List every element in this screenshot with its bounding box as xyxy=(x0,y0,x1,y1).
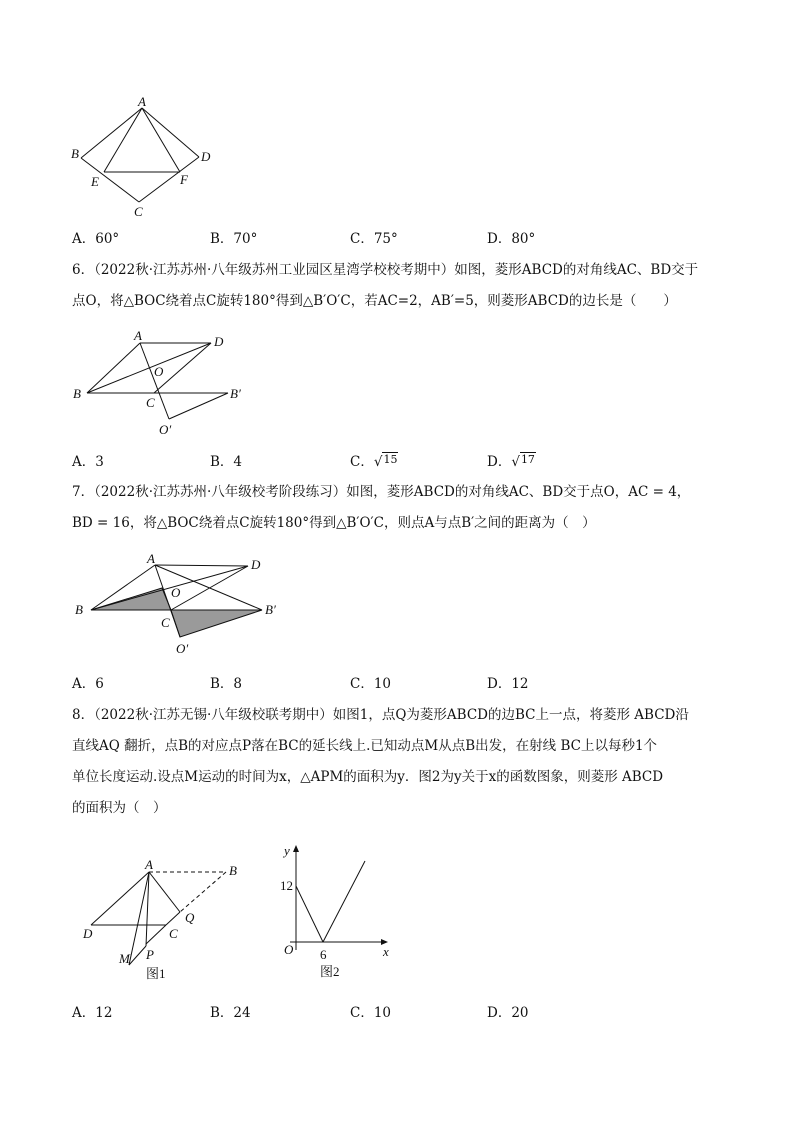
fig7-label-c: C xyxy=(161,615,170,630)
q6-stem-line2: 点O，将△BOC绕着点C旋转180°得到△B′O′C，若AC=2，AB′=5，则菱形ABCD的边长是（ ） xyxy=(72,293,677,309)
fig8b-label-origin: O xyxy=(284,942,294,957)
q8-option-c: C．10 xyxy=(350,1005,392,1021)
q8-stem-line3: 单位长度运动.设点M运动的时间为x，△APM的面积为y．图2为y关于x的函数图象，则菱形 ABCD xyxy=(72,769,664,785)
fig8a-label-b: B xyxy=(229,863,237,878)
fig8a-label-p: P xyxy=(146,947,154,962)
sqrt-sign-icon: √ xyxy=(373,454,383,470)
sqrt-sign-icon: √ xyxy=(511,454,520,470)
fig8a-label-m: M xyxy=(119,951,130,966)
fig7-label-o: O xyxy=(171,585,181,600)
fig5-label-c: C xyxy=(134,204,143,219)
q5-option-d: D．80° xyxy=(487,231,536,247)
q6-option-c-radicand: 15 xyxy=(383,453,398,466)
fig8b-label-y: y xyxy=(284,843,290,858)
q8-option-a: A．12 xyxy=(72,1005,113,1021)
fig8a-label-q: Q xyxy=(185,910,195,925)
fig6-label-a: A xyxy=(134,328,142,343)
q7-stem-line2: BD = 16，将△BOC绕着点C旋转180°得到△B′O′C，则点A与点B′之间的距离为（ ） xyxy=(72,515,596,531)
fig8b-label-6: 6 xyxy=(320,947,327,962)
q8-option-b: B．24 xyxy=(210,1005,251,1021)
fig5-label-a: A xyxy=(138,94,146,109)
fig8b-graph-ascending xyxy=(323,861,365,942)
q6-stem-line1: 6．（2022秋·江苏苏州·八年级苏州工业园区星湾学校校考期中）如图，菱形ABCD的对角线AC、BD交于 xyxy=(72,262,699,278)
fig8b-label-12: 12 xyxy=(280,878,293,893)
fig6-label-o-prime: O′ xyxy=(159,422,172,437)
fig8b-caption: 图2 xyxy=(320,964,340,979)
fig6-label-b-prime: B′ xyxy=(230,386,241,401)
q5-option-b: B．70° xyxy=(210,231,258,247)
fig8a-label-c: C xyxy=(169,926,178,941)
fig8a-label-a: A xyxy=(145,857,153,872)
fig7-label-b: B xyxy=(75,602,83,617)
q7-option-d: D．12 xyxy=(487,676,529,692)
q5-option-a: A．60° xyxy=(72,231,120,247)
q6-option-b: B．4 xyxy=(210,454,243,470)
q6-option-d-prefix: D． xyxy=(487,454,512,470)
fig8b-y-arrow-icon xyxy=(293,845,299,852)
fig8b-label-x: x xyxy=(383,944,389,959)
q8-stem-line1: 8．（2022秋·江苏无锡·八年级校联考期中）如图1，点Q为菱形ABCD的边BC上一点，将菱形 ABCD沿 xyxy=(72,707,689,723)
fig7-label-a: A xyxy=(147,551,155,566)
fig8a-caption: 图1 xyxy=(146,966,166,981)
fig5-label-e: E xyxy=(91,174,99,189)
fig7-label-o-prime: O′ xyxy=(176,641,189,656)
q8-stem-line4: 的面积为（ ） xyxy=(72,800,167,816)
q5-option-c: C．75° xyxy=(350,231,398,247)
q7-option-b: B．8 xyxy=(210,676,243,692)
q6-option-a: A．3 xyxy=(72,454,104,470)
fig6-label-d: D xyxy=(214,334,224,349)
fig7-label-b-prime: B′ xyxy=(265,602,276,617)
q8-stem-line2: 直线AQ 翻折，点B的对应点P落在BC的延长线上.已知动点M从点B出发，在射线 BC上以每秒1个 xyxy=(72,738,658,754)
fig5-label-d: D xyxy=(201,149,211,164)
q8-option-d: D．20 xyxy=(487,1005,529,1021)
fig5-label-f: F xyxy=(180,172,188,187)
q7-option-c: C．10 xyxy=(350,676,392,692)
q7-stem-line1: 7．（2022秋·江苏苏州·八年级校考阶段练习）如图，菱形ABCD的对角线AC、BD交于点O，AC = 4， xyxy=(72,484,691,500)
fig7-label-d: D xyxy=(251,557,261,572)
fig6-label-b: B xyxy=(73,386,81,401)
fig6-label-c: C xyxy=(146,395,155,410)
fig8b-graph-descending xyxy=(296,886,323,942)
q7-option-a: A．6 xyxy=(72,676,104,692)
fig6-label-o: O xyxy=(154,364,164,379)
fig8a-label-d: D xyxy=(83,926,93,941)
q6-option-d-radicand: 17 xyxy=(520,453,535,466)
q6-option-c-prefix: C． xyxy=(350,454,374,470)
fig5-label-b: B xyxy=(71,146,79,161)
